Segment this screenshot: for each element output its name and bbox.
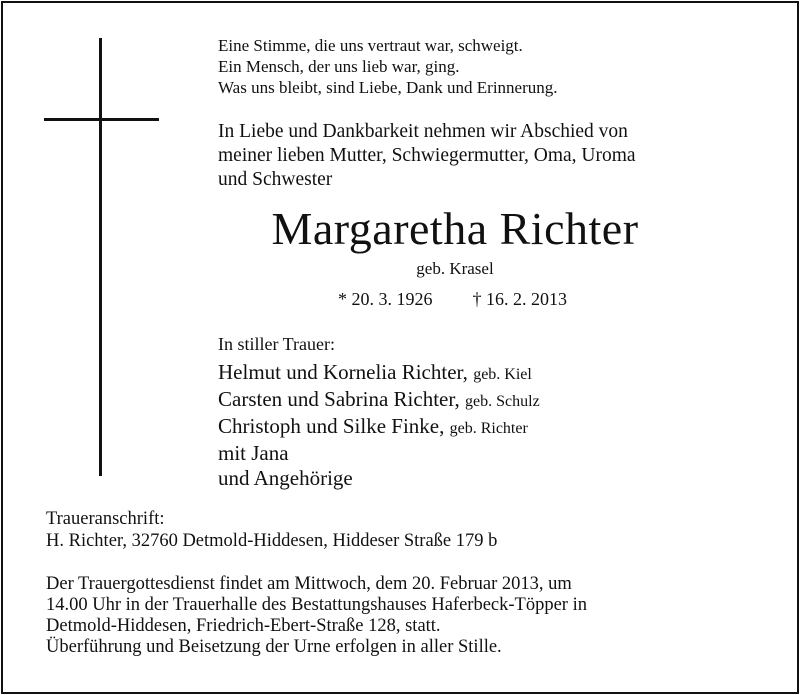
intro-line: meiner lieben Mutter, Schwiegermutter, Oma, Uroma <box>218 145 636 166</box>
life-dates <box>338 288 567 310</box>
address-label: Traueranschrift: <box>46 509 165 529</box>
cross-vertical-bar <box>99 38 102 476</box>
poem-verse <box>218 35 558 98</box>
mourning-label: In stiller Trauer: <box>218 334 335 354</box>
service-line: Detmold-Hiddesen, Friedrich-Ebert-Straße 128, statt. <box>46 616 441 636</box>
address-value: H. Richter, 32760 Detmold-Hiddesen, Hiddeser Straße 179 b <box>46 531 498 551</box>
mourner-entry <box>218 360 540 387</box>
intro-line: und Schwester <box>218 169 333 190</box>
mourner-entry <box>218 466 540 491</box>
birth-date: * 20. 3. 1926 <box>338 289 433 309</box>
mourner-entry <box>218 387 540 414</box>
mourner-birth-name: geb. Richter <box>449 420 528 437</box>
mourning-address <box>46 508 497 552</box>
cross-horizontal-bar <box>44 118 159 121</box>
service-line: 14.00 Uhr in der Trauerhalle des Bestattungshauses Haferbeck-Töpper in <box>46 595 587 615</box>
service-line: Überführung und Beisetzung der Urne erfolgen in aller Stille. <box>46 637 502 657</box>
intro-line: In Liebe und Dankbarkeit nehmen wir Abschied von <box>218 121 628 142</box>
service-info <box>46 574 587 658</box>
death-date: † 16. 2. 2013 <box>472 289 567 309</box>
mourner-birth-name: geb. Kiel <box>473 366 532 383</box>
mourner-name: und Angehörige <box>218 466 353 490</box>
poem-line: Eine Stimme, die uns vertraut war, schweigt. <box>218 36 523 55</box>
poem-line: Was uns bleibt, sind Liebe, Dank und Erinnerung. <box>218 78 558 97</box>
mourner-entry <box>218 414 540 441</box>
mourner-name: Carsten und Sabrina Richter, <box>218 387 460 411</box>
farewell-intro <box>218 120 636 192</box>
maiden-name: geb. Krasel <box>416 259 494 278</box>
mourner-entry <box>218 441 540 466</box>
mourner-name: Christoph und Silke Finke, <box>218 414 445 438</box>
mourners-list <box>218 360 540 491</box>
mourner-birth-name: geb. Schulz <box>465 393 540 410</box>
mourner-name: mit Jana <box>218 441 289 465</box>
poem-line: Ein Mensch, der uns lieb war, ging. <box>218 57 460 76</box>
service-line: Der Trauergottesdienst findet am Mittwoch, dem 20. Februar 2013, um <box>46 574 572 594</box>
mourner-name: Helmut und Kornelia Richter, <box>218 360 468 384</box>
deceased-name: Margaretha Richter <box>271 203 639 254</box>
